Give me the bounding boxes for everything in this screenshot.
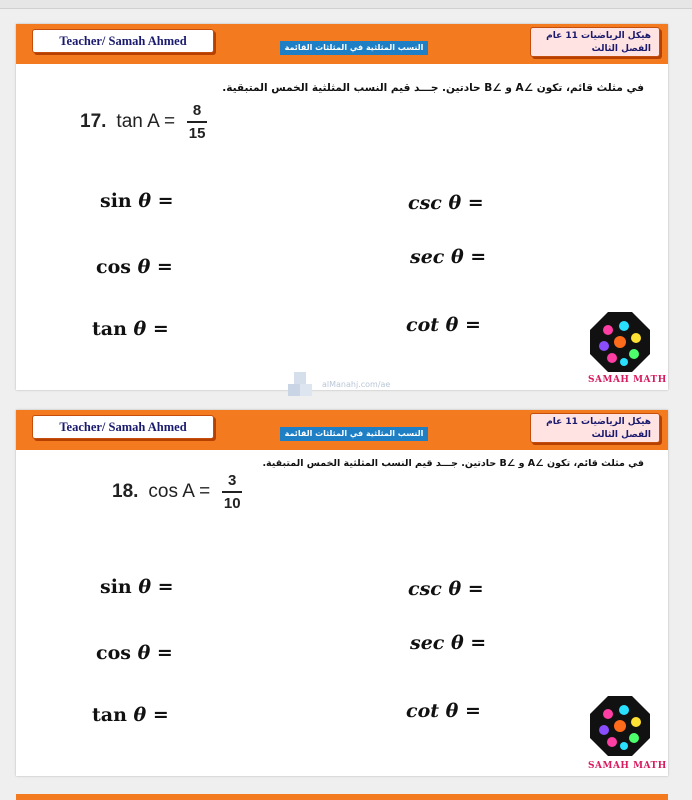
subject-line-2: الفصل الثالث [591,44,651,54]
fraction-numerator: 8 [192,102,202,119]
subject-box [530,27,660,57]
watermark-text: alManahj.com/ae [322,380,391,389]
given-expression: cos A = [148,480,211,502]
instruction-text: في مثلث قائم، تكون ∠A و ∠B حادتين. جـــد قيم النسب المثلثية الخمس المتبقية. [262,458,644,469]
problem-statement [112,472,242,512]
given-expression: tan A = [116,110,176,132]
teacher-label: Teacher/ Samah Ahmed [32,415,214,439]
watermark-icon [288,372,318,408]
problem-number: 18. [112,480,139,502]
subject-line-1: هيكل الرياضيات 11 عام [546,31,651,41]
csc-theta-blank: csc θ = [408,578,484,600]
fraction-numerator: 3 [228,472,237,489]
instruction-text: في مثلث قائم، تكون ∠A و ∠B حادتين. جـــد قيم النسب المثلثية الخمس المتبقية. [222,82,644,94]
cot-theta-blank: cot θ = [406,314,481,336]
subject-box [530,413,660,443]
samah-math-logo [588,694,652,758]
fraction-denominator: 10 [223,494,241,512]
fraction-denominator: 15 [188,124,206,142]
tan-theta-blank: tan θ = [92,318,169,340]
sec-theta-blank: sec θ = [410,246,487,268]
problem-number: 17. [80,110,107,132]
lesson-title: النسب المثلثية في المثلثات القائمة [280,41,428,55]
given-fraction [222,472,242,512]
worksheet-page-2 [16,410,668,776]
problem-statement [80,102,207,142]
csc-theta-blank: csc θ = [408,192,484,214]
header-banner [16,24,668,64]
tan-theta-blank: tan θ = [92,704,169,726]
cos-theta-blank: cos θ = [96,642,173,664]
previous-page-edge [0,0,692,9]
next-page-edge [16,794,668,800]
header-banner [16,410,668,450]
teacher-label: Teacher/ Samah Ahmed [32,29,214,53]
worksheet-page-1 [16,24,668,390]
subject-line-2: الفصل الثالث [591,430,651,440]
cos-theta-blank: cos θ = [96,256,173,278]
logo-caption: SAMAH MATH [588,761,667,771]
fraction-bar [187,121,207,123]
given-fraction [187,102,207,142]
sin-theta-blank: sin θ = [100,190,174,212]
samah-math-logo [588,310,652,374]
fraction-bar [222,491,242,493]
sec-theta-blank: sec θ = [410,632,487,654]
subject-line-1: هيكل الرياضيات 11 عام [546,417,651,427]
sin-theta-blank: sin θ = [100,576,174,598]
lesson-title: النسب المثلثية في المثلثات القائمة [280,427,428,441]
cot-theta-blank: cot θ = [406,700,481,722]
logo-caption: SAMAH MATH [588,375,667,385]
